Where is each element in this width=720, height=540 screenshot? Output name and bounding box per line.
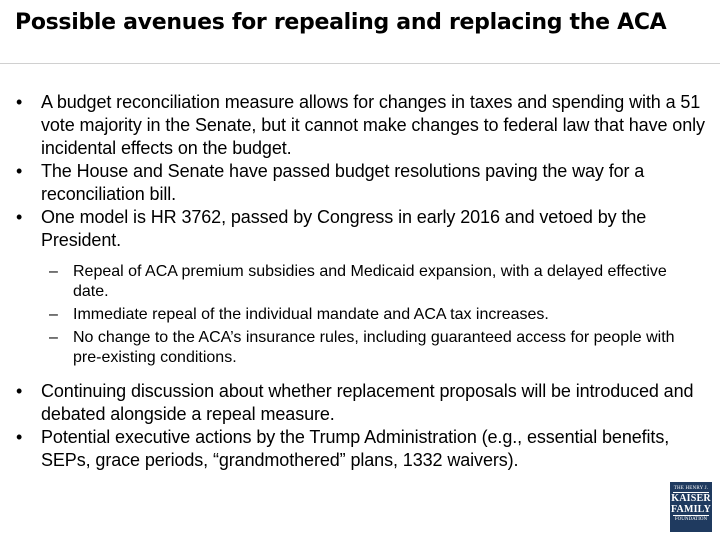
bullet-text: The House and Senate have passed budget resolutions paving the way for a reconciliation bill.: [41, 161, 645, 204]
sub-bullet-text: Repeal of ACA premium subsidies and Medicaid expansion, with a delayed effective date.: [73, 263, 667, 300]
sub-bullet-text: No change to the ACA’s insurance rules, including guaranteed access for people with pre-existing conditions.: [73, 329, 675, 366]
bullet-list: [16, 91, 706, 472]
sub-bullet-item: [49, 305, 706, 325]
dash-glyph: –: [49, 263, 58, 280]
bullet-item: [16, 426, 706, 472]
bullet-text: Continuing discussion about whether replacement proposals will be introduced and debated alongside a repeal measure.: [41, 381, 694, 424]
kaiser-family-foundation-logo: [670, 482, 712, 532]
sub-bullet-item: [49, 328, 706, 368]
bullet-item: [16, 380, 706, 426]
bullet-glyph: •: [16, 161, 23, 181]
slide-title: Possible avenues for repealing and replacing the ACA: [15, 10, 667, 35]
dash-glyph: –: [49, 329, 58, 346]
bullet-glyph: •: [16, 427, 23, 447]
sub-bullet-item: [49, 262, 706, 302]
bullet-glyph: •: [16, 381, 23, 401]
logo-line-1: THE HENRY J.: [673, 486, 709, 491]
bullet-text: A budget reconciliation measure allows for changes in taxes and spending with a 51 vote majority in the Senate, but it cannot make changes to federal law that have only incidental effects on the budget.: [41, 92, 705, 158]
title-divider: [0, 63, 720, 64]
bullet-item: [16, 91, 706, 160]
sub-bullet-list: [16, 262, 706, 368]
dash-glyph: –: [49, 306, 58, 323]
sub-bullet-text: Immediate repeal of the individual mandate and ACA tax increases.: [73, 306, 549, 323]
logo-line-3: FAMILY: [670, 504, 712, 515]
logo-line-2: KAISER: [671, 493, 711, 504]
bullet-text: One model is HR 3762, passed by Congress in early 2016 and vetoed by the President.: [41, 207, 647, 250]
bullet-glyph: •: [16, 207, 23, 227]
bullet-item: [16, 206, 706, 252]
bullet-item: [16, 160, 706, 206]
bullet-text: Potential executive actions by the Trump Administration (e.g., essential benefits, SEPs, grace periods, “grandmothered” plans, 1332 waivers).: [41, 427, 670, 470]
bullet-glyph: •: [16, 92, 23, 112]
logo-line-4: FOUNDATION: [674, 517, 708, 522]
